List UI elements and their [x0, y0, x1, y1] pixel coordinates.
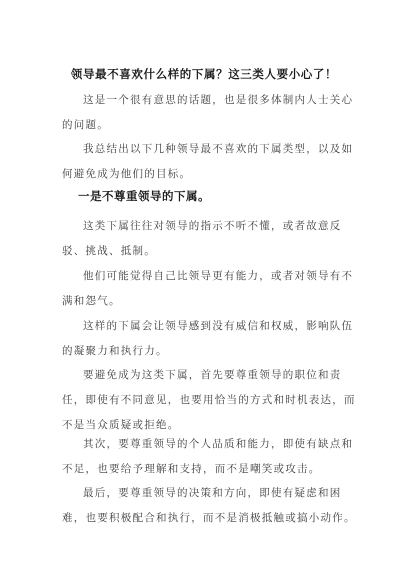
section-heading-1: 一是不尊重领导的下属。 — [78, 189, 210, 203]
section1-paragraph-4: 要避免成为这类下属，首先要尊重领导的职位和责任，即使有不同意见，也要用恰当的方式和时机表达，而不是当众质疑或拒绝。 — [62, 369, 356, 431]
intro-paragraph-1: 这是一个很有意思的话题，也是很多体制内人士关心的问题。 — [62, 94, 354, 131]
section1-paragraph-6: 最后，要尊重领导的决策和方向，即使有疑虑和困难，也要积极配合和执行，而不是消极抵触或搞小动作。 — [62, 487, 356, 524]
intro-paragraph-2: 我总结出以下几种领导最不喜欢的下属类型，以及如何避免成为他们的目标。 — [62, 143, 354, 180]
section1-paragraph-5: 其次，要尊重领导的个人品质和能力，即使有缺点和不足，也要给予理解和支持，而不是嘲笑或攻击。 — [62, 438, 354, 475]
section1-paragraph-2: 他们可能觉得自己比领导更有能力，或者对领导有不满和怨气。 — [62, 270, 354, 307]
document-title: 领导最不喜欢什么样的下属？这三类人要小心了！ — [70, 67, 338, 81]
section1-paragraph-3: 这样的下属会让领导感到没有威信和权威，影响队伍的凝聚力和执行力。 — [62, 320, 354, 357]
section1-paragraph-1: 这类下属往往对领导的指示不听不懂，或者故意反驳、挑战、抵制。 — [62, 220, 342, 257]
